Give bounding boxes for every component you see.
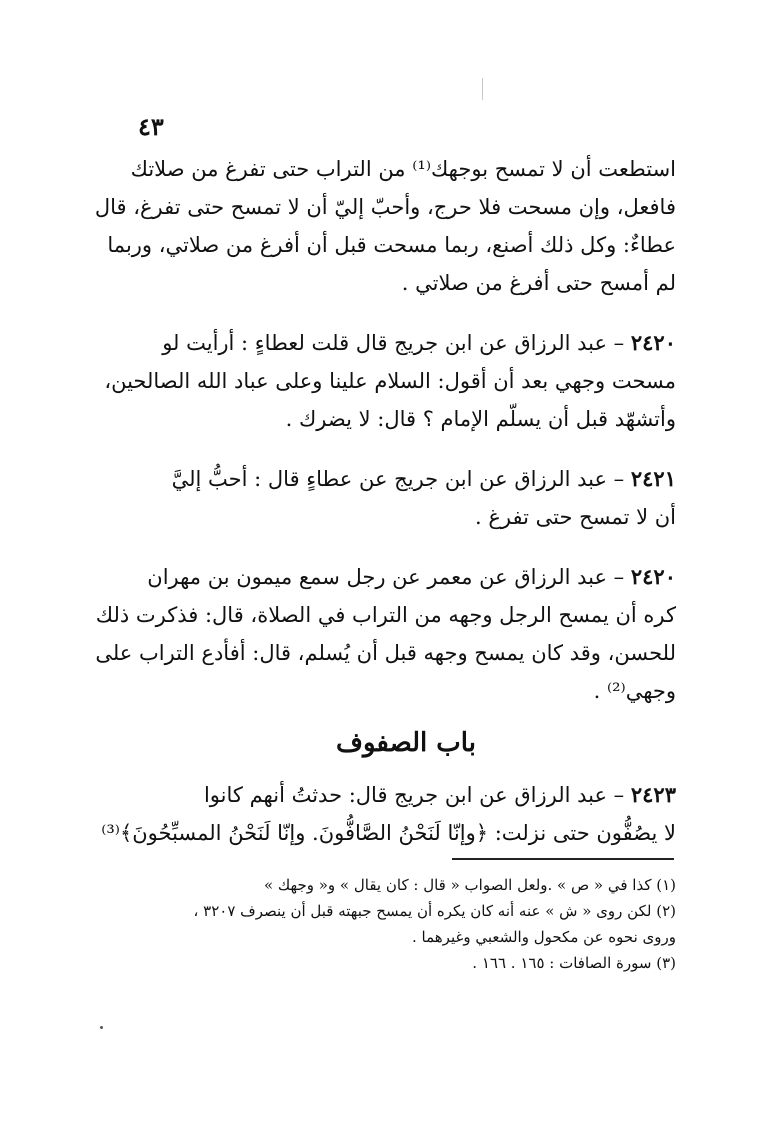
footnote-3: (٣) سورة الصافات : ١٦٥ . ١٦٦ . bbox=[472, 954, 676, 972]
footnote-2-continued: وروى نحوه عن مكحول والشعبي وغيرهما . bbox=[411, 928, 676, 946]
text-line: أن لا تمسح حتى تفرغ . bbox=[475, 505, 676, 529]
text-line-content: – عبد الرزاق عن ابن جريج قال قلت لعطاءٍ : أرأيت لو bbox=[162, 331, 625, 355]
text-line bbox=[136, 324, 676, 362]
text-line-content: – عبد الرزاق عن ابن جريج عن عطاءٍ قال : أحبُّ إليَّ bbox=[171, 467, 625, 491]
text-line: وجهي⁽²⁾ . bbox=[593, 679, 676, 703]
text-line: وأتشهّد قبل أن يسلّم الإمام ؟ قال: لا يضرك . bbox=[285, 407, 676, 431]
text-line-content: – عبد الرزاق عن معمر عن رجل سمع ميمون بن مهران bbox=[147, 565, 625, 589]
text-line bbox=[136, 460, 676, 498]
scan-speck bbox=[100, 1026, 103, 1029]
paragraph-2423 bbox=[101, 776, 676, 852]
paragraph-2421 bbox=[136, 460, 676, 536]
hadith-number: ٢٤٢١ bbox=[630, 466, 676, 491]
scan-artifact-mark bbox=[482, 78, 483, 100]
footnote-divider bbox=[452, 858, 674, 860]
hadith-number: ٢٤٢٠ bbox=[630, 564, 676, 589]
text-line: فافعل، وإن مسحت فلا حرج، وأحبّ إليّ أن لا تمسح حتى تفرغ، قال bbox=[94, 195, 676, 219]
page-number: ٤٣ bbox=[138, 112, 164, 141]
footnote-2: (٢) لكن روى « ش » عنه أنه كان يكره أن يمسح جبهته قبل أن ينصرف ٣٢٠٧ ، bbox=[193, 902, 676, 920]
paragraph-2420 bbox=[104, 324, 676, 438]
section-heading: باب الصفوف bbox=[336, 728, 476, 758]
footnote-1: (١) كذا في « ص » .ولعل الصواب « قال : كان يقال » و« وجهك » bbox=[263, 876, 676, 894]
main-text bbox=[94, 150, 676, 732]
text-line: لا يصُفُّون حتى نزلت: ﴿وإنّا لَنَحْنُ الصَّافُّونَ. وإنّا لَنَحْنُ المسبِّحُونَ﴾⁽³⁾ bbox=[101, 821, 676, 845]
paragraph-2422 bbox=[95, 558, 676, 710]
text-line: كره أن يمسح الرجل وجهه من التراب في الصلاة، قال: فذكرت ذلك bbox=[95, 603, 676, 627]
paragraph-continuation bbox=[94, 150, 676, 302]
hadith-number: ٢٤٢٠ bbox=[630, 330, 676, 355]
hadith-number: ٢٤٢٣ bbox=[630, 782, 676, 807]
text-line: عطاءٌ: وكل ذلك أصنع، ربما مسحت قبل أن أفرغ من صلاتي، وربما bbox=[107, 233, 676, 257]
text-line-content: – عبد الرزاق عن ابن جريج قال: حدثتُ أنهم كانوا bbox=[203, 783, 625, 807]
text-line: مسحت وجهي بعد أن أقول: السلام علينا وعلى عباد الله الصالحين، bbox=[104, 369, 676, 393]
text-line bbox=[136, 558, 676, 596]
footnotes bbox=[193, 872, 676, 976]
text-line: لم أمسح حتى أفرغ من صلاتي . bbox=[401, 271, 676, 295]
text-line: استطعت أن لا تمسح بوجهك⁽¹⁾ من التراب حتى تفرغ من صلاتك bbox=[130, 157, 676, 181]
text-line bbox=[136, 776, 676, 814]
text-line: للحسن، وقد كان يمسح وجهه قبل أن يُسلم، قال: أفأدع التراب على bbox=[95, 641, 676, 665]
